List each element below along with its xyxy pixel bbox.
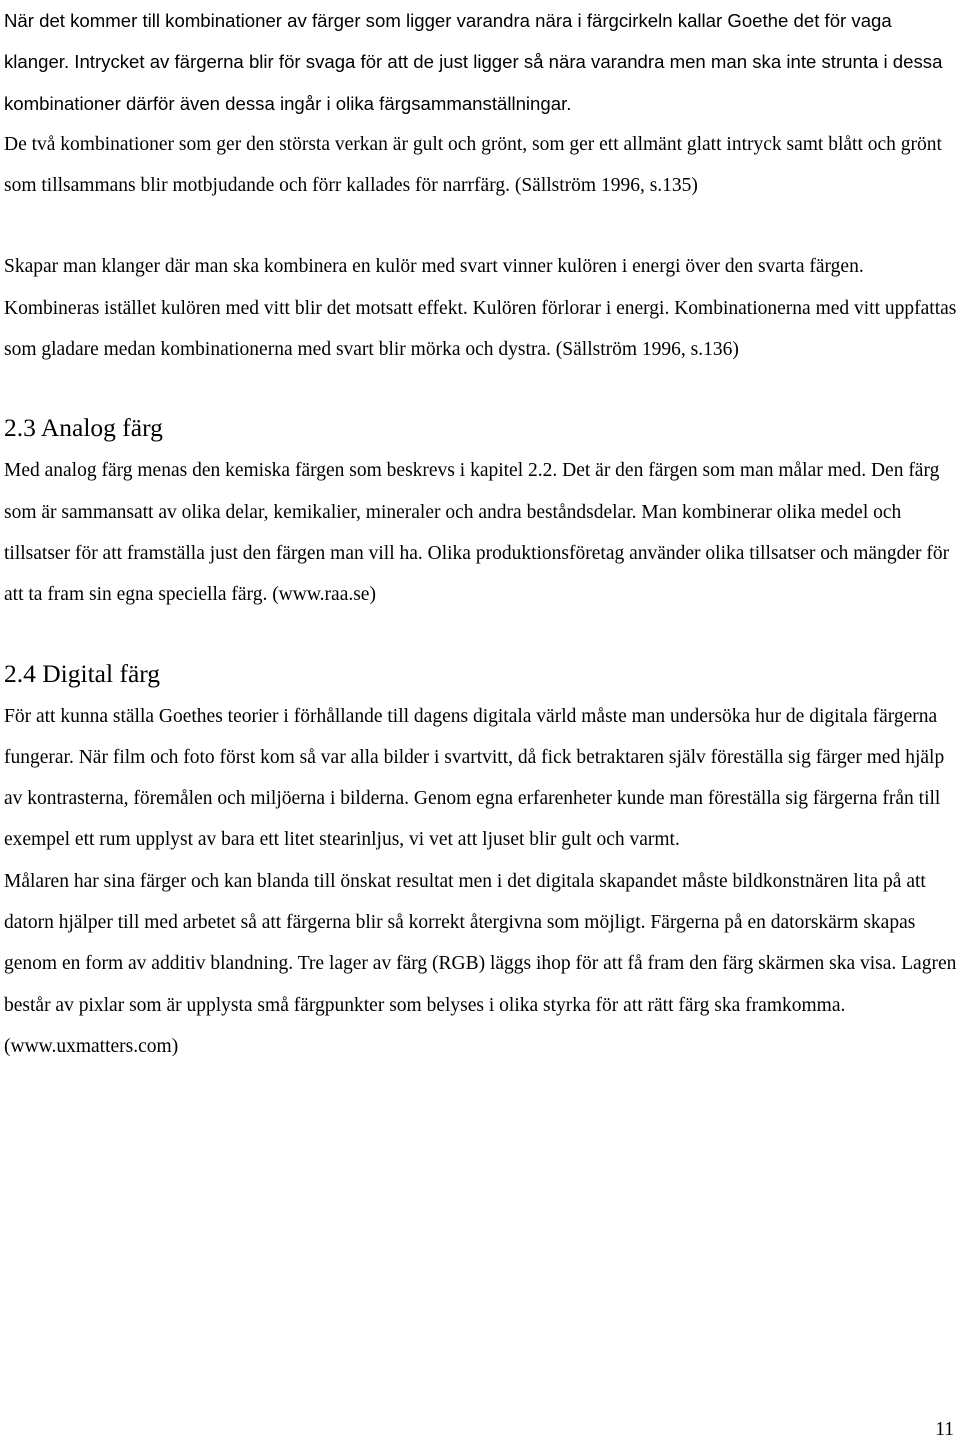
section-spacer bbox=[4, 616, 958, 652]
section-heading-digital-farg: 2.4 Digital färg bbox=[4, 658, 161, 688]
section-heading-analog-farg: 2.3 Analog färg bbox=[4, 413, 163, 443]
paragraph-spacer bbox=[4, 206, 958, 246]
body-paragraph-gult-gront: De två kombinationer som ger den största verkan är gult och grönt, som ger ett allmänt glatt intryck samt blått och grönt som tillsammans blir motbjudande och förr kallades för narrfärg. (Sällström 1996, s.135) bbox=[4, 133, 942, 197]
body-paragraph-analog-farg: Med analog färg menas den kemiska färgen som beskrevs i kapitel 2.2. Det är den färgen som man målar med. Den färg som är sammansatt av olika delar, kemikalier, mineraler och andra beståndsdelar. Man kombinerar olika medel och tillsatser för att framställa just den färgen man vill ha. Olika produktionsföretag använder olika tillsatser och mängder för att ta fram sin egna speciella färg. (www.raa.se) bbox=[4, 460, 950, 606]
section-spacer bbox=[4, 370, 958, 406]
body-paragraph-vaga-klanger: När det kommer till kombinationer av färger som ligger varandra nära i färgcirkeln kallar Goethe det för vaga klanger. Intrycket av färgerna blir för svaga för att de just ligger så nära varandra men man ska inte strunta i dessa kombinationer därför även dessa ingår i olika färgsammanställningar. bbox=[4, 10, 943, 114]
body-paragraph-digital-farg: För att kunna ställa Goethes teorier i förhållande till dagens digitala värld måste man undersöka hur de digitala färgerna fungerar. När film och foto först kom så var alla bilder i svartvitt, då fick betraktaren själv föreställa sig färger med hjälp av kontrasterna, föremålen och miljöerna i bilderna. Genom egna erfarenheter kunde man föreställa sig färgerna från till exempel ett rum upplyst av bara ett litet stearinljus, vi vet att ljuset blir gult och varmt. bbox=[4, 705, 945, 851]
document-page bbox=[4, 0, 958, 1067]
body-paragraph-svart-vitt: Skapar man klanger där man ska kombinera en kulör med svart vinner kulören i energi över den svarta färgen. Kombineras istället kulören med vitt blir det motsatt effekt. Kulören förlorar i energi. Kombinationerna med vitt uppfattas som gladare medan kombinationerna med svart blir mörka och dystra. (Sällström 1996, s.136) bbox=[4, 256, 957, 361]
body-paragraph-malaren: Målaren har sina färger och kan blanda till önskat resultat men i det digitala skapandet måste bildkonstnären lita på att datorn hjälper till med arbetet så att färgerna blir så korrekt återgivna som möjligt. Färgerna på en datorskärm skapas genom en form av additiv blandning. Tre lager av färg (RGB) läggs ihop för att få fram den färg skärmen ska visa. Lagren består av pixlar som är upplysta små färgpunkter som belyses i olika styrka för att rätt färg ska framkomma. (www.uxmatters.com) bbox=[4, 870, 957, 1057]
page-number: 11 bbox=[935, 1419, 954, 1440]
